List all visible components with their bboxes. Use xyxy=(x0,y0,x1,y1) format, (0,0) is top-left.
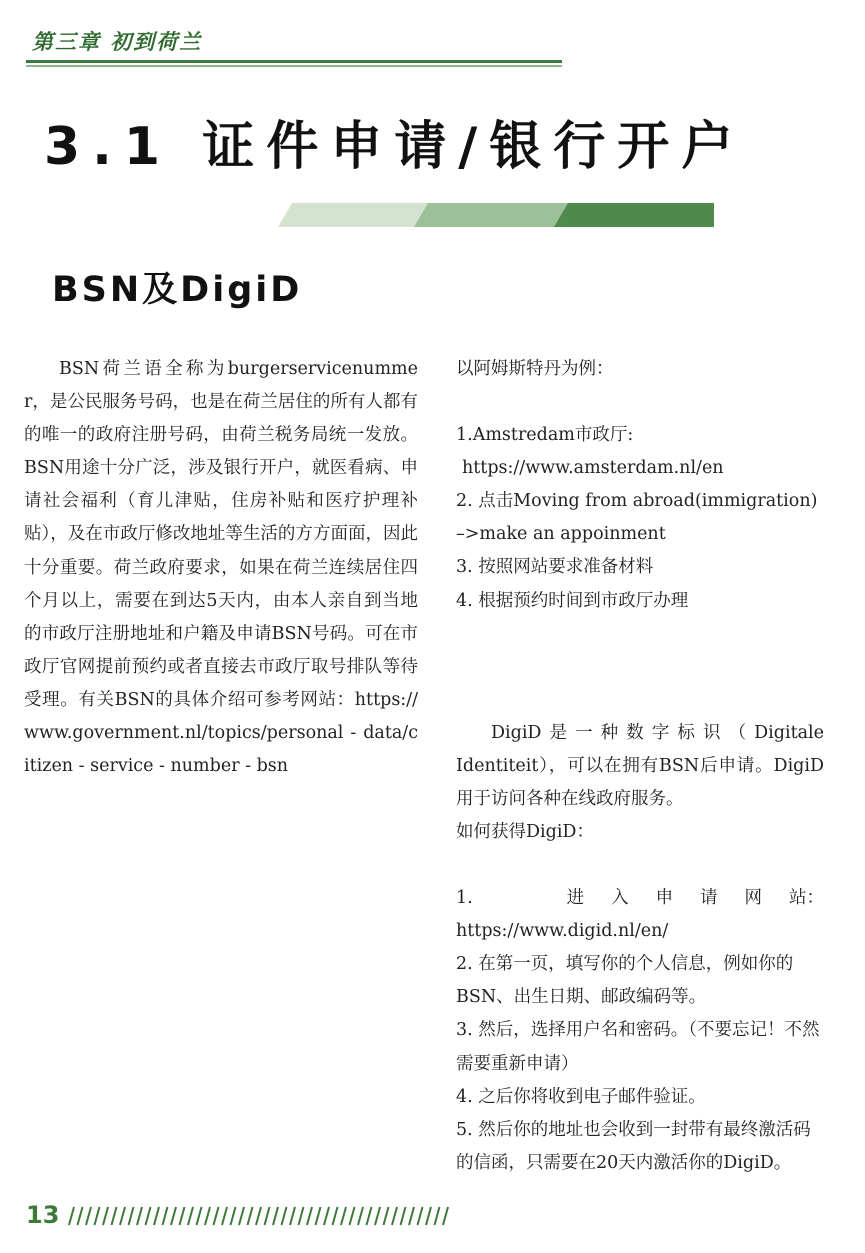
section-title: 3.1 证件申请/银行开户 xyxy=(44,117,746,177)
digid-step-5: 5. 然后你的地址也会收到一封带有最终激活码的信函，只需要在20天内激活你的DigiD。 xyxy=(456,1119,811,1173)
chapter-rule xyxy=(26,60,562,63)
chapter-header: 第三章 初到荷兰 xyxy=(32,30,203,54)
digid-link[interactable]: https://www.digid.nl/en/ xyxy=(456,921,669,942)
bsn-step-3: 3. 按照网站要求准备材料 xyxy=(456,557,654,578)
digid-how-heading: 如何获得DigiD： xyxy=(456,821,594,842)
amsterdam-intro: 以阿姆斯特丹为例： xyxy=(456,359,614,379)
page-number: 13 xyxy=(26,1201,60,1229)
right-column xyxy=(456,353,824,1180)
subsection-title: BSN及DigiD xyxy=(52,270,303,310)
chapter-rule-thin xyxy=(26,65,562,67)
bsn-step-1: 1.Amstredam市政厅: xyxy=(456,425,634,446)
digid-step-1-char: 网 xyxy=(744,888,763,909)
digid-step-1-char: 进 xyxy=(566,888,585,909)
digid-step-3: 3. 然后，选择用户名和密码。（不要忘记！不然需要重新申请） xyxy=(456,1020,820,1074)
digid-step-1-number: 1. xyxy=(456,888,473,909)
bsn-step-4: 4. 根据预约时间到市政厅办理 xyxy=(456,590,689,611)
digid-step-1-char: 申 xyxy=(655,888,674,909)
digid-step-1-char: 站： xyxy=(788,888,824,909)
bsn-paragraph: BSN荷兰语全称为burgerservicenummer，是公民服务号码，也是在荷兰居住的所有人都有的唯一的政府注册号码，由荷兰税务局统一发放。BSN用途十分广泛，涉及银行开户，就医看病、申请社会福利（育儿津贴，住房补贴和医疗护理补贴），及在市政厅修改地址等生活的方方面面，因此十分重要。荷兰政府要求，如果在荷兰连续居住四个月以上，需要在到达5天内，由本人亲自到当地的市政厅注册地址和户籍及申请BSN号码。可在市政厅官网提前预约或者直接去市政厅取号排队等待受理。有关BSN的具体介绍可参考网站：https://www.government.nl/topics/personal - data/citizen - service - number - bsn xyxy=(24,359,418,777)
footer-hatch-decoration xyxy=(68,1206,450,1226)
digid-step-1-char: 请 xyxy=(700,888,718,909)
digid-step-1-char: 入 xyxy=(611,888,629,909)
amsterdam-link[interactable]: https://www.amsterdam.nl/en xyxy=(462,458,724,479)
bsn-step-2-cont: –>make an appoinment xyxy=(456,524,666,545)
digid-intro: DigiD是一种数字标识（Digitale Identiteit），可以在拥有BSN后申请。DigiD用于访问各种在线政府服务。 xyxy=(456,722,824,809)
digid-step-4: 4. 之后你将收到电子邮件验证。 xyxy=(456,1086,706,1107)
decorative-banner xyxy=(278,203,714,227)
digid-step-1 xyxy=(456,882,824,915)
bsn-step-2: 2. 点击Moving from abroad(immigration) xyxy=(456,491,818,512)
digid-step-2: 2. 在第一页，填写你的个人信息，例如你的BSN、出生日期、邮政编码等。 xyxy=(456,954,794,1008)
